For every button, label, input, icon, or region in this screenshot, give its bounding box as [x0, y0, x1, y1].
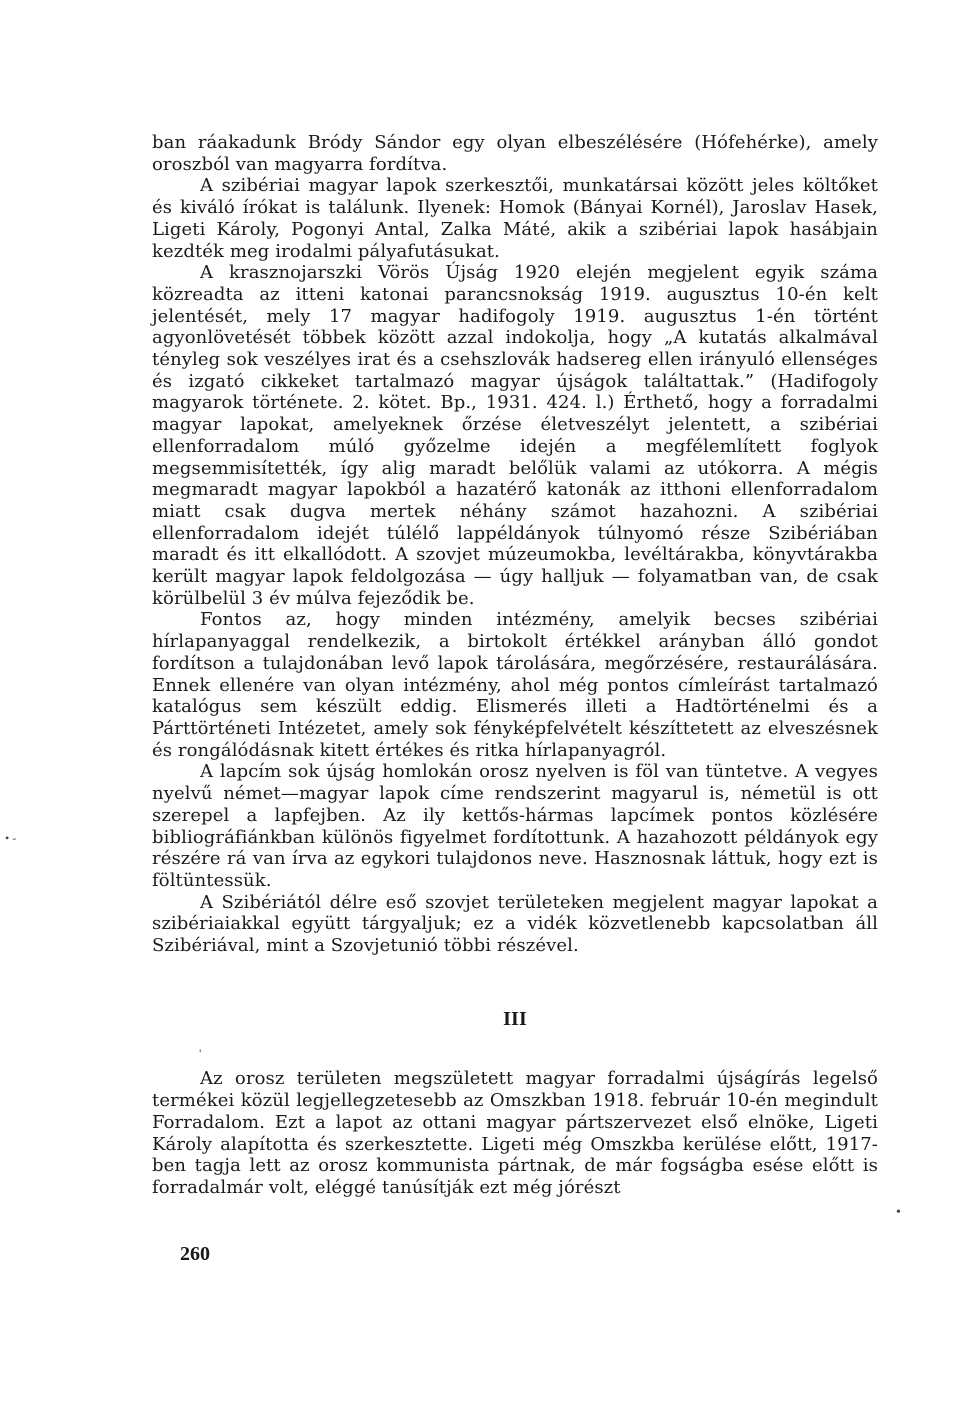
- paragraph-4: Fontos az, hogy minden intézmény, amelyik becses szibériai hírlapanyaggal rendelkezik, a birtokolt értékkel arányban álló gondot fordítson a tulajdonában levő lapok tárolására, megőrzésére, restaurálására. Ennek ellenére van olyan intézmény, ahol még pontos címleírást tartalmazó katalógus sem készült eddig. Elismerés illeti a Hadtörténelmi és a Párttörténeti Intézetet, amely sok fényképfelvételt készíttetett az elveszésnek és rongálódásnak kitett értékes és ritka hírlapanyagról.: [152, 609, 878, 761]
- paragraph-3: A krasznojarszki Vörös Újság 1920 elején megjelent egyik száma közreadta az itteni katonai parancsnokság 1919. augusztus 10-én kelt jelentését, mely 17 magyar hadifogoly 1919. augusztus 1-én történt agyonlövetését többek között azzal indokolja, hogy „A kutatás alkalmával tényleg sok veszélyes irat és a csehszlovák hadsereg ellen irányuló ellenséges és izgató cikkeket tartalmazó magyar újságok találtattak.” (Hadifogoly magyarok története. 2. kötet. Bp., 1931. 424. l.) Érthető, hogy a forradalmi magyar lapokat, amelyeknek őrzése életveszélyt jelentett, a szibériai ellenforradalom múló győzelme idején a megfélemlített foglyok megsemmisítették, így alig maradt belőlük valami az utókorra. A mégis megmaradt magyar lapokból a hazatérő katonák az itthoni ellenforradalom miatt csak dugva mertek néhány számot hazahozni. A szibériai ellenforradalom idejét túlélő lappéldányok túlnyomó része Szibériában maradt és itt elkallódott. A szovjet múzeumokba, levéltárakba, könyvtárakba került magyar lapok feldolgozása — úgy halljuk — folyamatban van, de csak körülbelül 3 év múlva fejeződik be.: [152, 262, 878, 609]
- margin-mark-inline: ': [199, 1046, 202, 1061]
- section-heading: III: [503, 1007, 527, 1030]
- paragraph-1: ban ráakadunk Bródy Sándor egy olyan elbeszélésére (Hófehérke), amely oroszból van magyarra fordítva.: [152, 132, 878, 175]
- page-number: 260: [180, 1243, 210, 1265]
- margin-mark-right: •: [896, 1205, 901, 1220]
- page-text: [152, 132, 878, 1199]
- paragraph-6: A Szibériától délre eső szovjet területeken megjelent magyar lapokat a szibériaiakkal együtt tárgyaljuk; ez a vidék közvetlenebb kapcsolatban áll Szibériával, mint a Szovjetunió többi részével.: [152, 891, 878, 957]
- paragraph-2: A szibériai magyar lapok szerkesztői, munkatársai között jeles költőket és kiváló írókat is találunk. Ilyenek: Homok (Bányai Kornél), Jaroslav Hasek, Ligeti Károly, Pogonyi Antal, Zalka Máté, akik a szibériai lapok hasábjain kezdték meg irodalmi pályafutásukat.: [152, 175, 878, 262]
- paragraph-5: A lapcím sok újság homlokán orosz nyelven is föl van tüntetve. A vegyes nyelvű német—magyar lapok címe rendszerint magyarul is, németül is ott szerepel a lapfejben. Az ily kettős-hármas lapcímek pontos közlésére bibliográfiánkban különös figyelmet fordítottunk. A hazahozott példányok egy részére rá van írva az egykori tulajdonos neve. Hasznosnak láttuk, hogy ezt is föltüntessük.: [152, 761, 878, 891]
- margin-mark-left: • -: [5, 831, 17, 845]
- section-paragraph-1: Az orosz területen megszületett magyar forradalmi újságírás legelső termékei közül legjellegzetesebb az Omszkban 1918. február 10-én megindult Forradalom. Ezt a lapot az ottani magyar pártszervezet első elnöke, Ligeti Károly alapította és szerkesztette. Ligeti még Omszkba kerülése előtt, 1917-ben tagja lett az orosz kommunista pártnak, de már fogságba esése előtt is forradalmár volt, eléggé tanúsítják ezt még jórészt: [152, 1068, 878, 1198]
